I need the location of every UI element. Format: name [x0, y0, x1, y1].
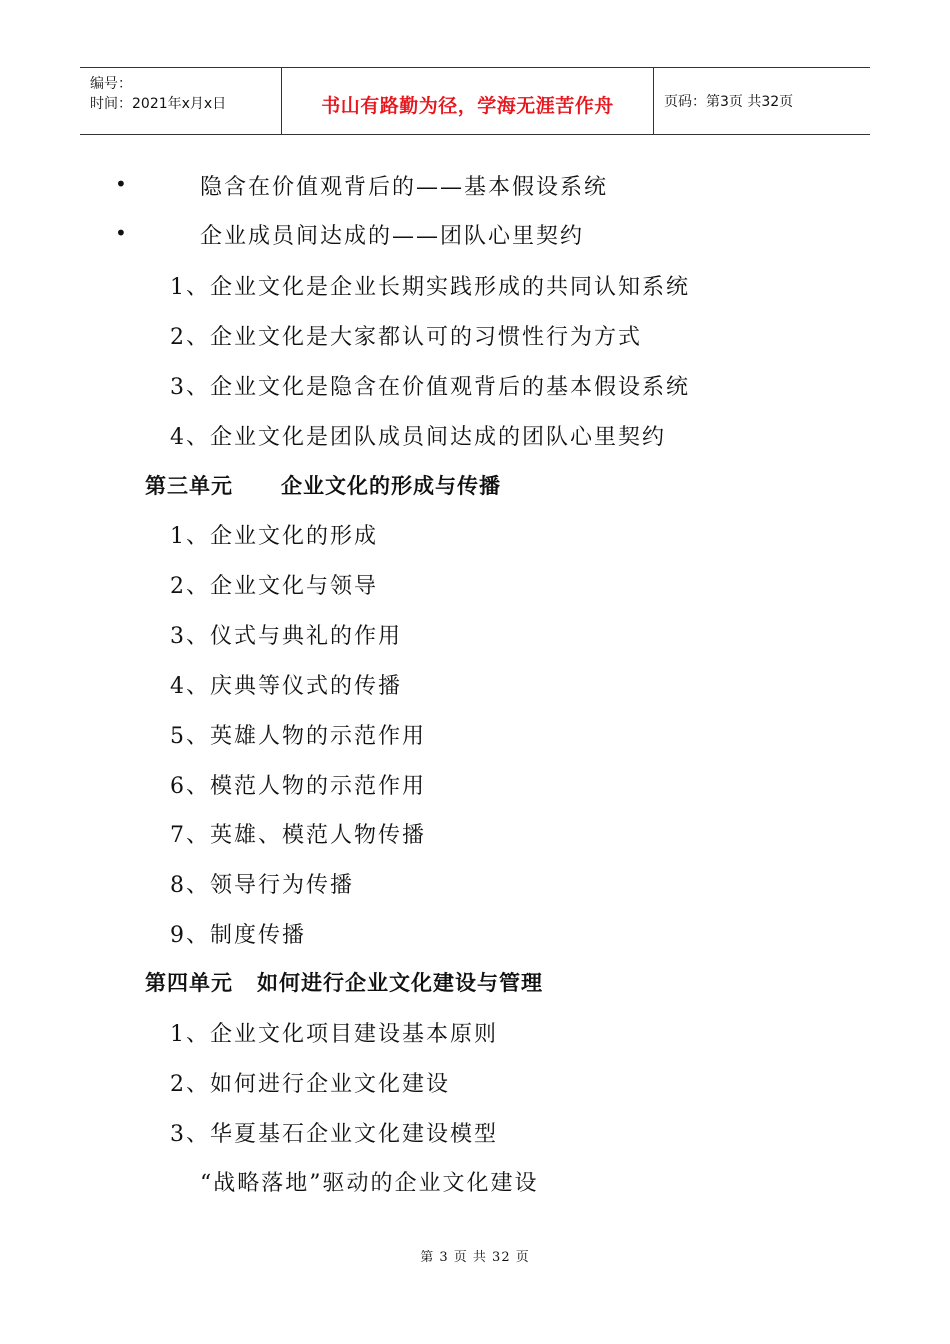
sub-line: “战略落地”驱动的企业文化建设	[200, 1171, 539, 1196]
bullet-marker: •	[115, 221, 127, 245]
list-item: 3、仪式与典礼的作用	[170, 624, 402, 649]
list-item: 7、英雄、模范人物传播	[170, 823, 426, 848]
header-number-label: 编号：	[90, 76, 132, 92]
page-header	[80, 67, 870, 135]
list-item: 4、庆典等仪式的传播	[170, 674, 402, 699]
list-item: 3、企业文化是隐含在价值观背后的基本假设系统	[170, 375, 690, 400]
list-item: 8、领导行为传播	[170, 873, 354, 898]
bullet-item: 隐含在价值观背后的——基本假设系统	[200, 175, 609, 200]
bullet-marker: •	[115, 172, 127, 196]
list-item: 2、企业文化是大家都认可的习惯性行为方式	[170, 325, 642, 350]
section-heading-4	[145, 967, 543, 997]
section-title: 企业文化的形成与传播	[281, 473, 501, 498]
section-title: 如何进行企业文化建设与管理	[257, 970, 543, 995]
header-date-label: 时间：2021年x月x日	[90, 96, 227, 112]
section-unit: 第三单元	[145, 473, 233, 498]
list-item: 2、如何进行企业文化建设	[170, 1072, 450, 1097]
list-item: 6、模范人物的示范作用	[170, 774, 426, 799]
list-item: 1、企业文化是企业长期实践形成的共同认知系统	[170, 275, 690, 300]
list-item: 3、华夏基石企业文化建设模型	[170, 1122, 498, 1147]
list-item: 1、企业文化的形成	[170, 524, 378, 549]
list-item: 9、制度传播	[170, 923, 306, 948]
header-meta	[80, 68, 282, 134]
list-item: 4、企业文化是团队成员间达成的团队心里契约	[170, 425, 666, 450]
list-item: 5、英雄人物的示范作用	[170, 724, 426, 749]
header-motto-cell	[282, 68, 654, 134]
header-page-info-cell	[654, 68, 870, 134]
list-item: 2、企业文化与领导	[170, 574, 378, 599]
list-item: 1、企业文化项目建设基本原则	[170, 1022, 498, 1047]
section-unit: 第四单元	[145, 970, 233, 995]
header-page-info: 页码：第3页 共32页	[664, 94, 794, 110]
section-heading-3	[145, 470, 501, 500]
header-motto: 书山有路勤为径，学海无涯苦作舟	[321, 94, 614, 117]
bullet-item: 企业成员间达成的——团队心里契约	[200, 224, 585, 249]
page-footer: 第 3 页 共 32 页	[420, 1250, 530, 1265]
